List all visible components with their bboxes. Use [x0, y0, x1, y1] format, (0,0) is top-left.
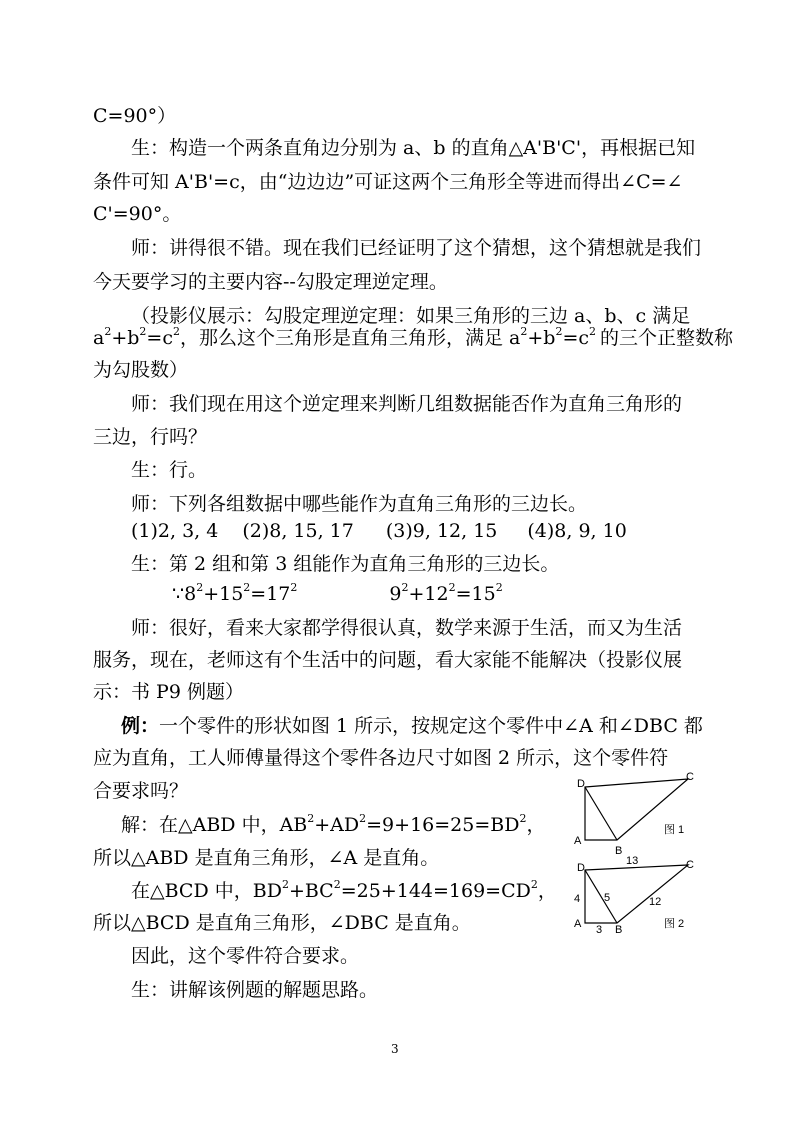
figure-2-length-bc: 12 — [649, 896, 662, 908]
text-line: C=90°） — [93, 105, 177, 127]
figure-2-point-a: A — [574, 918, 582, 930]
text-line: 师：讲得很不错。现在我们已经证明了这个猜想，这个猜想就是我们 — [131, 237, 702, 259]
text-line: C'=90°。 — [93, 203, 182, 225]
option-1: (1)2, 3, 4 — [131, 520, 219, 542]
figure-2-length-ad: 4 — [574, 893, 581, 905]
figure-1-point-c: C — [686, 771, 694, 783]
text-line: 今天要学习的主要内容--勾股定理逆定理。 — [93, 271, 448, 293]
figure-2-diagonal-bd — [585, 870, 617, 923]
text-line: （投影仪展示：勾股定理逆定理：如果三角形的三边 a、b、c 满足 — [131, 305, 691, 327]
figure-2-quadrilateral — [585, 865, 688, 923]
option-2: (2)8, 15, 17 — [242, 520, 354, 542]
figure-1-point-d: D — [577, 778, 585, 790]
option-4: (4)8, 9, 10 — [527, 520, 627, 542]
page-number: 3 — [391, 1042, 399, 1056]
text-line-formula: $a^2+b^2=c^2$，那么这个三角形是直角三角形，满足 $a^2+b^2=c^2$ 的三个正整数称 — [93, 324, 734, 349]
example-line: 例：一个零件的形状如图 1 所示，按规定这个零件中∠A 和∠DBC 都 — [121, 715, 703, 737]
text-line: 所以△BCD 是直角三角形，∠DBC 是直角。 — [93, 912, 471, 934]
figure-1 — [574, 771, 694, 857]
question-options — [131, 519, 627, 543]
figure-2-point-c: C — [686, 859, 694, 871]
text-line: 服务，现在，老师这有个生活中的问题，看大家能不能解决（投影仪展 — [93, 649, 683, 671]
formula-line: $\because 8^2+15^2=17^2$ $9^2+12^2=15^2$ — [172, 580, 503, 605]
text-line: 应为直角，工人师傅量得这个零件各边尺寸如图 2 所示，这个零件符 — [93, 747, 669, 769]
figure-2-length-ab: 3 — [596, 924, 603, 935]
solution-line: 解：在△ABD 中，$AB^2+AD^2=9+16=25=BD^2$， — [121, 811, 546, 836]
part-figures — [560, 765, 710, 935]
text-line: 为勾股数） — [93, 359, 189, 381]
figure-2-point-d: D — [577, 862, 585, 874]
text-line: 生：构造一个两条直角边分别为 a、b 的直角△A'B'C'，再根据已知 — [131, 137, 696, 159]
text-line: 师：很好，看来大家都学得很认真，数学来源于生活，而又为生活 — [131, 617, 683, 639]
figure-1-point-a: A — [574, 835, 582, 847]
text-line: 所以△ABD 是直角三角形，∠A 是直角。 — [93, 847, 440, 869]
text-line: 因此，这个零件符合要求。 — [131, 945, 360, 967]
figure-2-length-bd: 5 — [604, 892, 611, 904]
figure-2-label: 图 2 — [664, 918, 685, 930]
text-line: 三边，行吗？ — [93, 426, 208, 448]
solution-line: 在△BCD 中，$BD^2+BC^2=25+144=169=CD^2$， — [131, 877, 557, 902]
figure-1-label: 图 1 — [664, 824, 685, 836]
text-line: 生：行。 — [131, 459, 208, 481]
text-line: 合要求吗？ — [93, 780, 189, 802]
option-3: (3)9, 12, 15 — [385, 520, 498, 542]
example-label: 例： — [121, 715, 160, 737]
text-line: 示：书 P9 例题） — [93, 681, 244, 703]
text-line: 条件可知 A'B'=c，由“边边边”可证这两个三角形全等进而得出∠C=∠ — [93, 171, 683, 193]
text-line: 生：讲解该例题的解题思路。 — [131, 979, 379, 1001]
text-line: 师：我们现在用这个逆定理来判断几组数据能否作为直角三角形的 — [131, 393, 683, 415]
text-line: 生：第 2 组和第 3 组能作为直角三角形的三边长。 — [131, 553, 560, 575]
figure-2-point-b: B — [615, 924, 623, 935]
figure-2 — [574, 855, 694, 935]
figure-1-point-b: B — [615, 845, 623, 857]
text-line: 师：下列各组数据中哪些能作为直角三角形的三边长。 — [131, 493, 588, 515]
figure-2-length-cd: 13 — [626, 855, 639, 867]
figure-1-diagonal-bd — [585, 787, 617, 840]
